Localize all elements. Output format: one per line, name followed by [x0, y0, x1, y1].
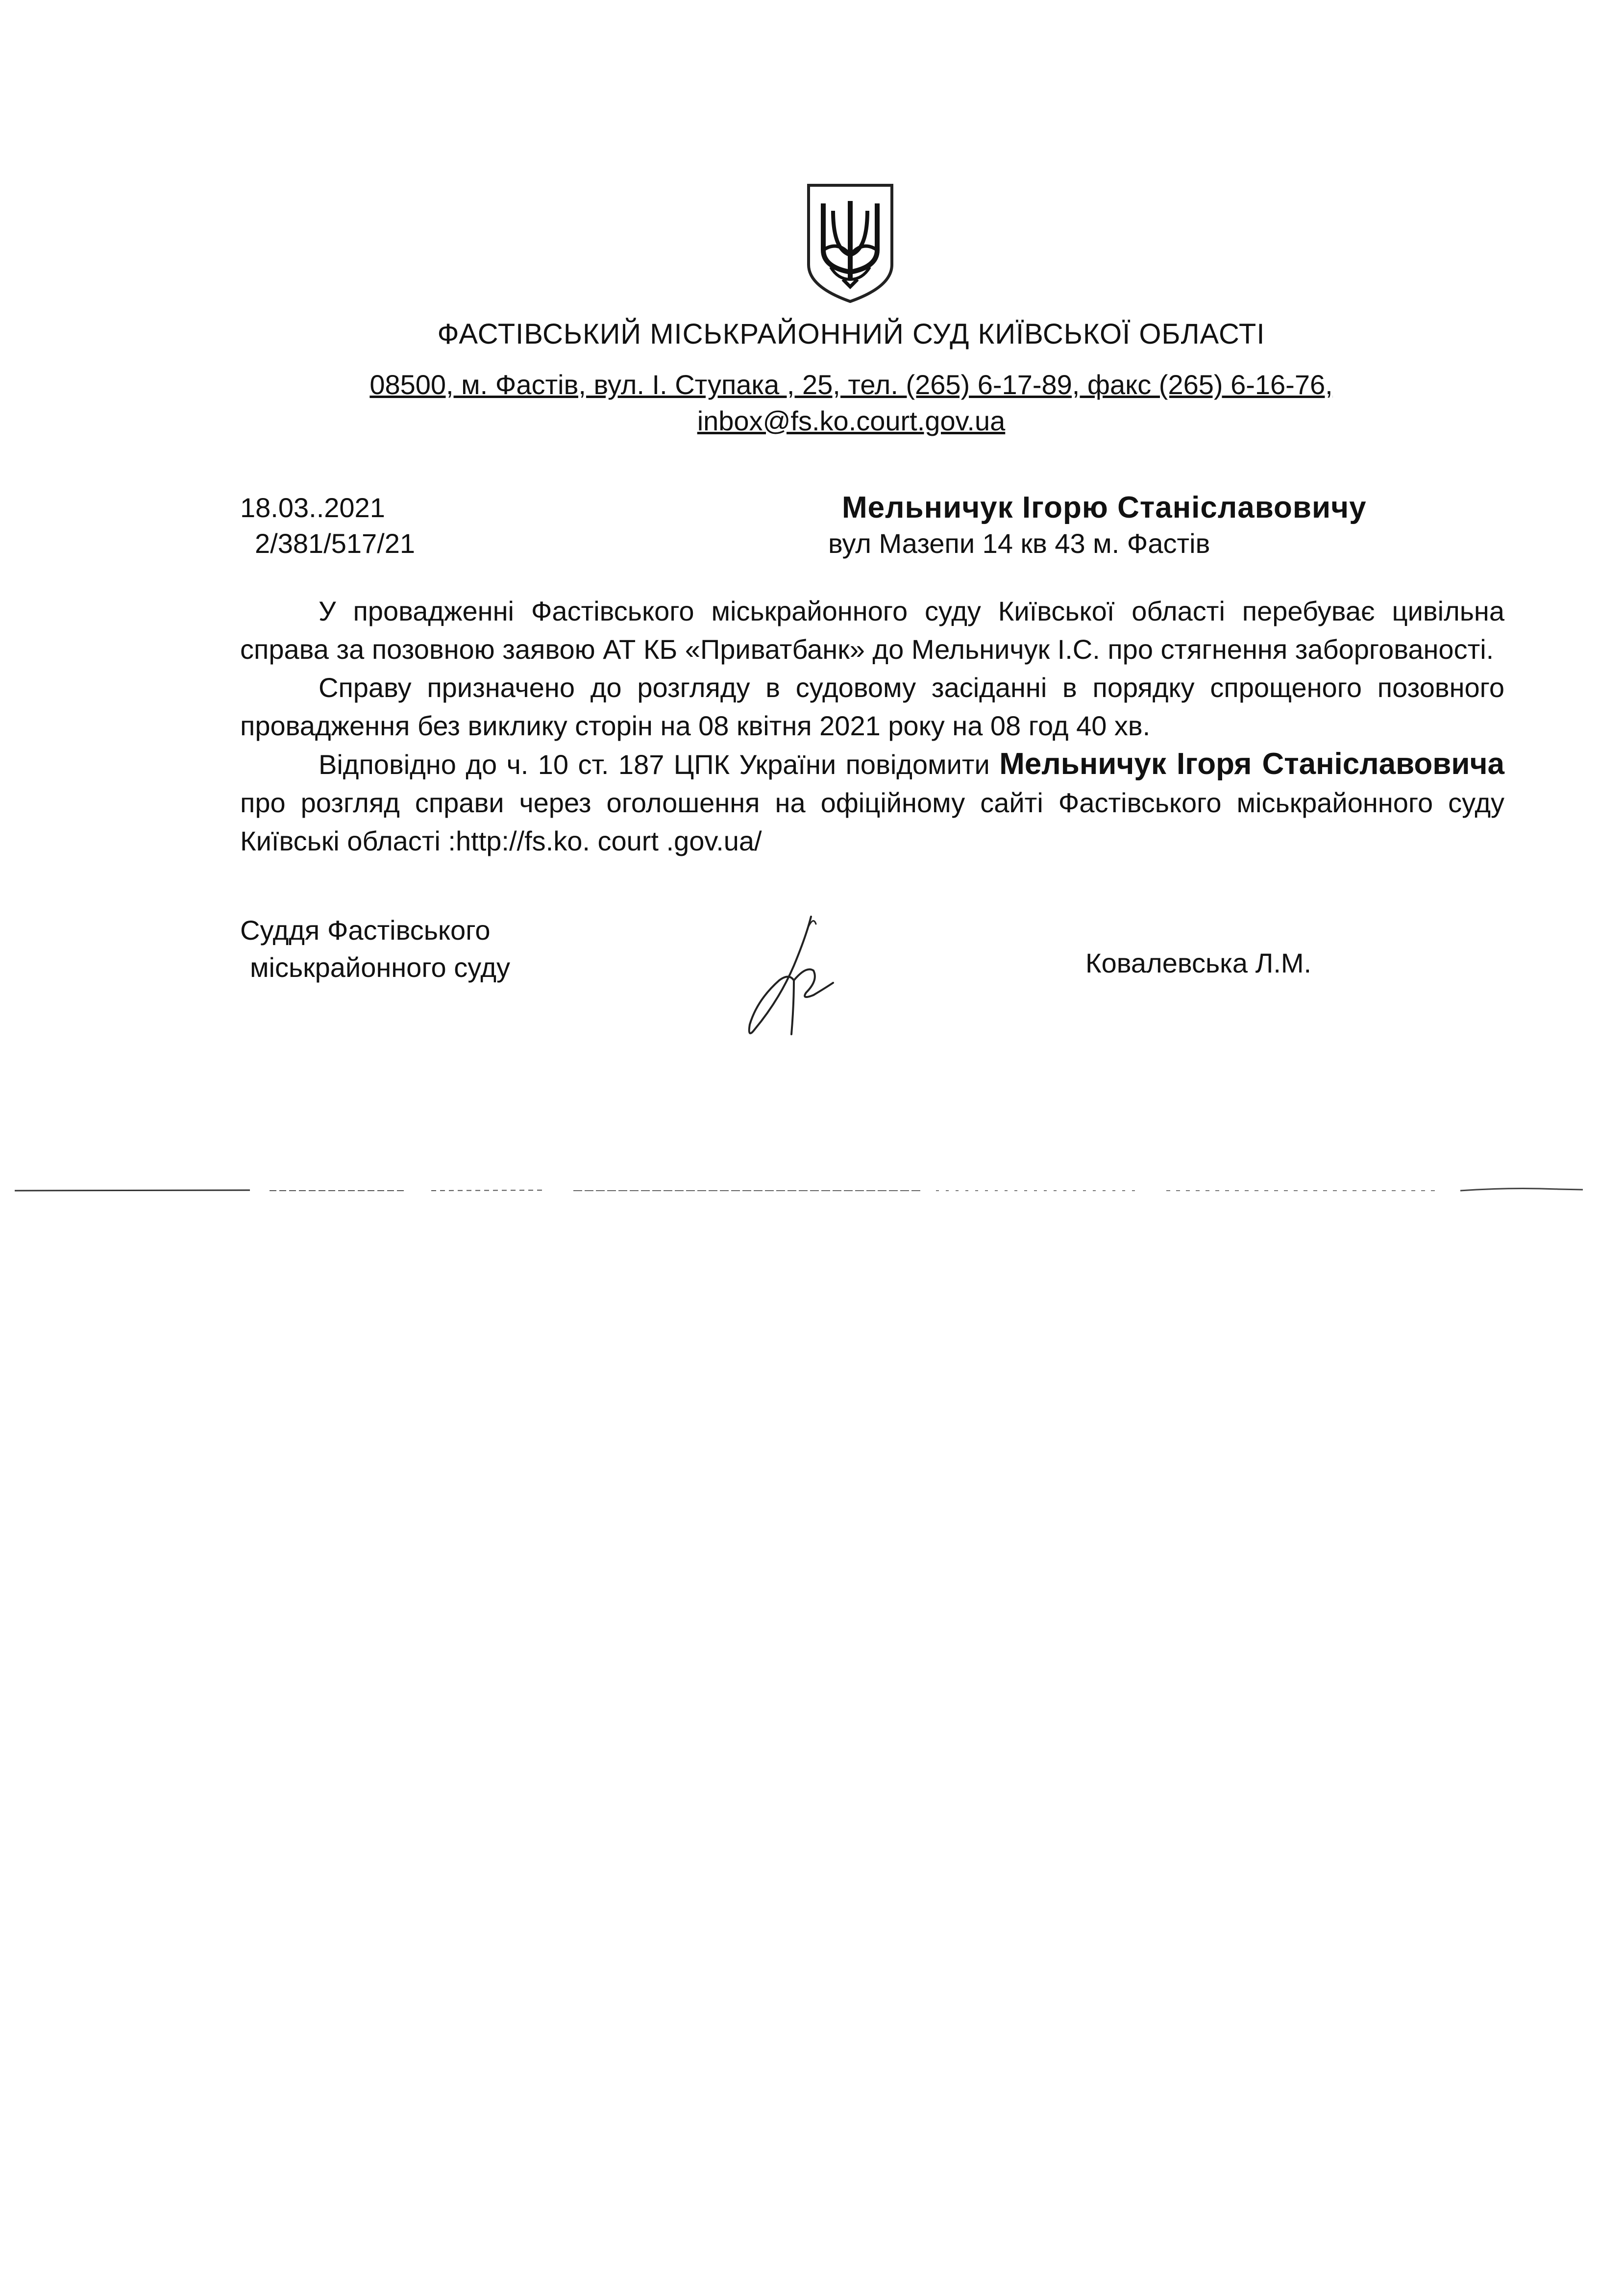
coat-of-arms-icon — [804, 181, 897, 304]
paragraph-proceeding: У провадженні Фастівського міськрайонного суду Київської області перебуває цивільна справа за позовною заявою АТ КБ «Приватбанк» до Мельничук І.С. про стягнення заборгованості. — [240, 596, 1504, 665]
document-date: 18.03..2021 — [240, 492, 385, 523]
court-email: inbox@fs.ko.court.gov.ua — [697, 405, 1006, 436]
handwritten-signature — [720, 907, 848, 1044]
scan-artifact-line — [15, 1186, 1612, 1194]
judge-name: Ковалевська Л.М. — [1085, 948, 1312, 978]
recipient-name: Мельничук Ігорю Станіславовичу — [842, 491, 1367, 524]
notification-end: про розгляд справи через оголошення на офіційному сайті Фастівського міськрайонного суду Київські області :http://fs.ko. court .gov.ua/ — [240, 787, 1504, 856]
paragraph-hearing: Справу призначено до розгляду в судовому засіданні в порядку спрощеного позовного провадження без виклику сторін на 08 квітня 2021 року на 08 год 40 хв. — [240, 672, 1504, 741]
paragraph-notification — [240, 745, 1504, 860]
court-address: 08500, м. Фастів, вул. І. Ступака , 25, тел. (265) 6-17-89, факс (265) 6-16-76, — [369, 369, 1333, 400]
court-name: ФАСТІВСЬКИЙ МІСЬКРАЙОННИЙ СУД КИЇВСЬКОЇ ОБЛАСТІ — [437, 318, 1265, 350]
judge-title-line1: Суддя Фастівського — [240, 915, 491, 946]
notified-person-name: Мельничук Ігоря Станіславовича — [999, 747, 1505, 781]
judge-title-line2: міськрайонного суду — [250, 952, 511, 983]
notification-start: Відповідно до ч. 10 ст. 187 ЦПК України повідомити — [319, 749, 1000, 780]
judge-title — [240, 912, 510, 986]
case-reference: 2/381/517/21 — [255, 528, 415, 559]
notice-body — [240, 592, 1504, 860]
recipient-address: вул Мазепи 14 кв 43 м. Фастів — [828, 528, 1210, 559]
